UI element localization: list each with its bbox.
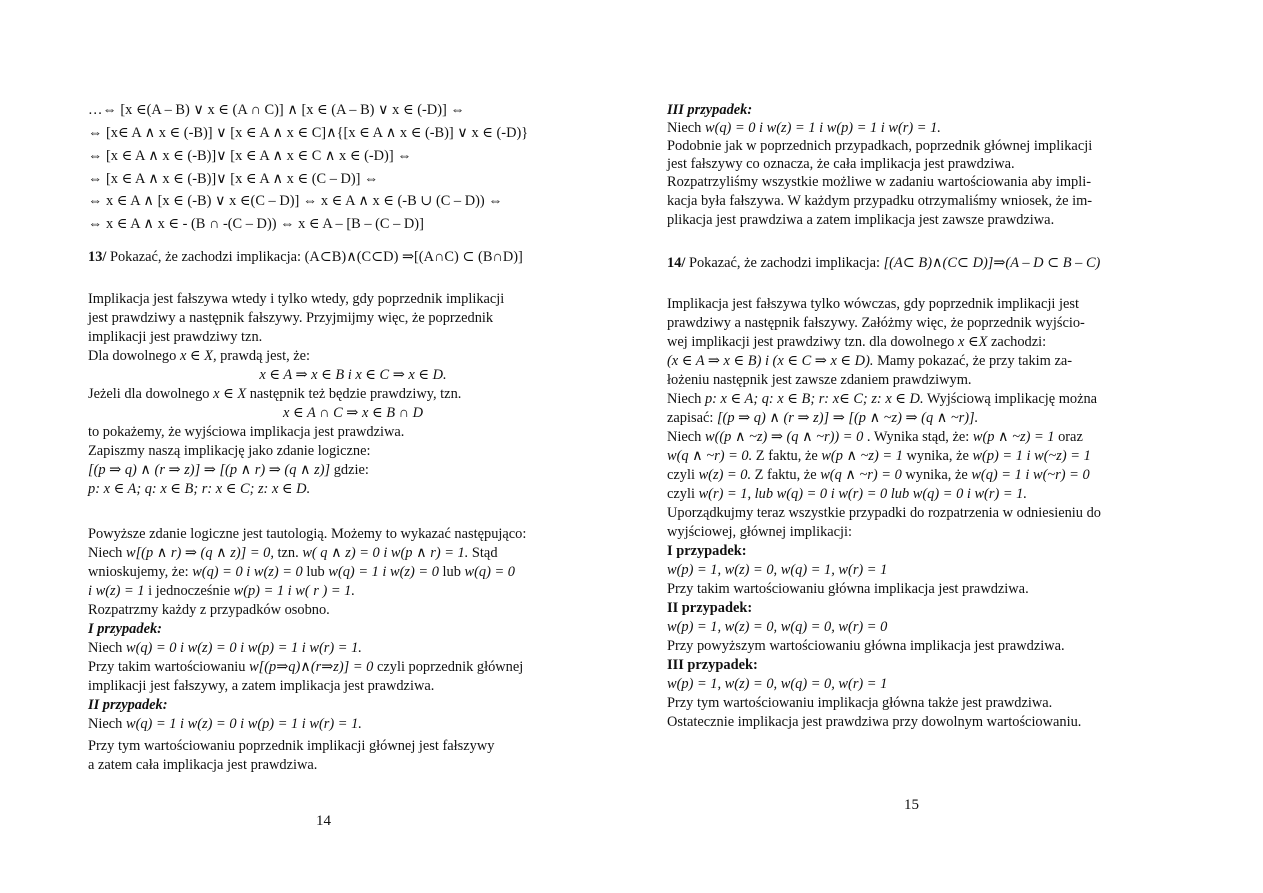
text-line: Przy takim wartościowaniu główna implikacja jest prawdziwa. (667, 581, 1029, 597)
formula: x ∈ A ⇒ x ∈ B i x ∈ C ⇒ x ∈ D. (259, 367, 447, 383)
formula: w(p) = 1 i w(~z) = 1 (972, 448, 1091, 464)
text-run: Niech (667, 429, 705, 445)
formula: w(p ∧ ~z) = 1 (821, 448, 903, 464)
formula-line: p: x ∈ A; q: x ∈ B; r: x ∈ C; z: x ∈ D. (88, 481, 311, 497)
text-line (88, 462, 369, 479)
text-run: Niech (88, 545, 126, 561)
formula: x ∈X (957, 334, 988, 350)
text-line (667, 120, 941, 137)
case-heading: II przypadek: (667, 600, 753, 616)
formula: x ∈ X, (179, 348, 217, 364)
text-run: wnioskujemy, że: (88, 564, 193, 580)
text-line (88, 564, 515, 581)
text-line: Implikacja jest fałszywa wtedy i tylko wtedy, gdy poprzednik implikacji (88, 291, 505, 307)
text-run: wej implikacji jest prawdziwy tzn. dla dowolnego (667, 334, 958, 350)
formula-line: w(p) = 1, w(z) = 0, w(q) = 0, w(r) = 1 (667, 676, 888, 692)
text-run: prawdą jest, że: (216, 348, 311, 364)
text-line: Przy tym wartościowaniu implikacja główna także jest prawdziwa. (667, 695, 1053, 711)
text-line: Zapiszmy naszą implikację jako zdanie logiczne: (88, 443, 371, 459)
formula: w(q) = 0 i w(z) = 1 i w(p) = 1 i w(r) = 1. (704, 120, 941, 136)
text-run: lub (438, 564, 465, 580)
formula: (x ∈ A ⇒ x ∈ B) i (x ∈ C ⇒ x ∈ D). (667, 353, 874, 369)
text-line (88, 659, 523, 676)
formula: [(p ⇒ q) ∧ (r ⇒ z)] ⇒ [(p ∧ r) ⇒ (q ∧ z)] (88, 462, 331, 478)
text-line: Uporządkujmy teraz wszystkie przypadki do rozpatrzenia w odniesieniu do (667, 505, 1101, 521)
text-run: Niech (667, 120, 705, 136)
case-heading: III przypadek: (667, 102, 753, 118)
text-line: łożeniu następnik jest zawsze zdaniem prawdziwym. (667, 372, 972, 388)
exercise-number: 13/ (88, 249, 107, 265)
text-run: Mamy pokazać, że przy takim za- (873, 353, 1073, 369)
text-run: Dla dowolnego (88, 348, 180, 364)
formula: x ∈ X (213, 386, 247, 402)
text-line: ⇔ [x ∈ A ∧ x ∈ (-B)]∨ [x ∈ A ∧ x ∈ C ∧ x ∈ (-D)] ⇔ (88, 148, 412, 164)
text-line (667, 448, 1091, 465)
text-line: Implikacja jest fałszywa tylko wówczas, gdy poprzednik implikacji jest (667, 296, 1080, 312)
text-line (667, 391, 1097, 408)
formula: w(q) = 1 i w(~r) = 0 (971, 467, 1090, 483)
formula-line (88, 367, 618, 384)
text-line: Podobnie jak w poprzednich przypadkach, poprzednik głównej implikacji (667, 138, 1093, 154)
formula: [(A⊂ B)∧(C⊂ D)]⇒(A – D ⊂ B – C) (883, 255, 1101, 271)
text-run: Z faktu, że (751, 467, 821, 483)
text-line: …⇔ [x ∈(A – B) ∨ x ∈ (A ∩ C)] ∧ [x ∈ (A – B) ∨ x ∈ (-D)] ⇔ (88, 102, 465, 118)
text-run: lub (302, 564, 329, 580)
text-line (667, 334, 1046, 351)
text-line: implikacji jest prawdziwy tzn. (88, 329, 263, 345)
case-heading: I przypadek: (88, 621, 162, 637)
text-line (667, 467, 1090, 484)
formula: w(q ∧ ~r) = 0. (667, 448, 753, 464)
text-line: Przy powyższym wartościowaniu główna implikacja jest prawdziwa. (667, 638, 1065, 654)
formula: w(q) = 1 i w(z) = 0 (328, 564, 439, 580)
text-line (88, 640, 362, 657)
formula-line: w(p) = 1, w(z) = 0, w(q) = 1, w(r) = 1 (667, 562, 888, 578)
text-run: wynika, że (902, 448, 973, 464)
formula: w(p ∧ ~z) = 1 (972, 429, 1055, 445)
text-run: Wyjściową implikację można (923, 391, 1098, 407)
right-page (667, 0, 1173, 893)
left-page (88, 0, 618, 893)
page-number: 15 (904, 797, 919, 813)
text-line (667, 429, 1083, 446)
formula: x ∈ A ∩ C ⇒ x ∈ B ∩ D (283, 405, 423, 421)
text-run: . Wynika stąd, że: (863, 429, 973, 445)
text-run: Przy takim wartościowaniu (88, 659, 250, 675)
text-line: wyjściowej, głównej implikacji: (667, 524, 853, 540)
text-run: czyli (667, 467, 699, 483)
formula: w(p) = 1 i w( r ) = 1. (233, 583, 355, 599)
text-line: plikacja jest prawdziwa a zatem implikacja jest zawsze prawdziwa. (667, 212, 1055, 228)
text-line (667, 410, 978, 427)
text-run: Niech (88, 716, 126, 732)
text-run: zachodzi: (987, 334, 1047, 350)
text-run: i jednocześnie (144, 583, 234, 599)
text-run: Jeżeli dla dowolnego (88, 386, 214, 402)
text-line: Rozpatrzyliśmy wszystkie możliwe w zadaniu wartościowania aby impli- (667, 174, 1092, 190)
text-line: a zatem cała implikacja jest prawdziwa. (88, 757, 318, 773)
text-run: Stąd (468, 545, 498, 561)
text-run: Niech (667, 391, 705, 407)
text-line (88, 716, 362, 733)
text-line: ⇔ x ∈ A ∧ x ∈ - (B ∩ -(C – D)) ⇔ x ∈ A – [B – (C – D)] (88, 216, 424, 232)
text-line: Powyższe zdanie logiczne jest tautologią. Możemy to wykazać następująco: (88, 526, 527, 542)
text-line: to pokażemy, że wyjściowa implikacja jest prawdziwa. (88, 424, 405, 440)
formula: w( q ∧ z) = 0 i w(p ∧ r) = 1. (302, 545, 469, 561)
formula: w(q) = 0 (464, 564, 515, 580)
text-line: jest prawdziwy a następnik fałszywy. Przyjmijmy więc, że poprzednik (88, 310, 494, 326)
exercise-statement: Pokazać, że zachodzi implikacja: (685, 255, 884, 271)
case-heading: II przypadek: (88, 697, 168, 713)
text-line (88, 545, 498, 562)
text-line: ⇔ [x∈ A ∧ x ∈ (-B)] ∨ [x ∈ A ∧ x ∈ C]∧{[x ∈ A ∧ x ∈ (-B)] ∨ x ∈ (-D)} (88, 125, 529, 141)
text-run: tzn. (273, 545, 303, 561)
exercise-13-heading (88, 249, 523, 266)
formula: w[(p⇒q)∧(r⇒z)] = 0 (249, 659, 374, 675)
text-run: czyli poprzednik głównej (373, 659, 524, 675)
formula: w(z) = 0. (698, 467, 752, 483)
text-run: Niech (88, 640, 126, 656)
text-line: Rozpatrzmy każdy z przypadków osobno. (88, 602, 330, 618)
case-heading: I przypadek: (667, 543, 747, 559)
text-line (88, 386, 461, 403)
formula: w(q ∧ ~r) = 0 (820, 467, 902, 483)
text-line: implikacji jest fałszywy, a zatem implikacja jest prawdziwa. (88, 678, 435, 694)
text-line: Przy tym wartościowaniu poprzednik implikacji głównej jest fałszywy (88, 738, 495, 754)
text-line: ⇔ [x ∈ A ∧ x ∈ (-B)]∨ [x ∈ A ∧ x ∈ (C – D)] ⇔ (88, 171, 379, 187)
exercise-14-heading (667, 255, 1100, 272)
text-line: ⇔ x ∈ A ∧ [x ∈ (-B) ∨ x ∈(C – D)] ⇔ x ∈ A ∧ x ∈ (-B ∪ (C – D)) ⇔ (88, 193, 503, 209)
text-line (667, 486, 1027, 503)
formula: w((p ∧ ~z) ⇒ (q ∧ ~r)) = 0 (704, 429, 864, 445)
formula-line (88, 405, 618, 422)
formula: w(q) = 0 i w(z) = 0 (192, 564, 303, 580)
text-run: gdzie: (330, 462, 369, 478)
text-line: Ostatecznie implikacja jest prawdziwa przy dowolnym wartościowaniu. (667, 714, 1082, 730)
text-run: zapisać: (667, 410, 717, 426)
text-line (88, 583, 355, 600)
text-line: prawdziwy a następnik fałszywy. Załóżmy więc, że poprzednik wyjścio- (667, 315, 1085, 331)
formula: [(p ⇒ q) ∧ (r ⇒ z)] ⇒ [(p ∧ ~z) ⇒ (q ∧ ~r)]. (716, 410, 979, 426)
formula: i w(z) = 1 (88, 583, 145, 599)
text-line: kacja była fałszywa. W każdym przypadku otrzymaliśmy wniosek, że im- (667, 193, 1093, 209)
formula: w(q) = 0 i w(z) = 0 i w(p) = 1 i w(r) = 1. (125, 640, 362, 656)
formula: w(q) = 1 i w(z) = 0 i w(p) = 1 i w(r) = 1. (125, 716, 362, 732)
formula: w(r) = 1, lub w(q) = 0 i w(r) = 0 lub w(q) = 0 i w(r) = 1. (698, 486, 1027, 502)
formula: p: x ∈ A; q: x ∈ B; r: x∈ C; z: x ∈ D. (704, 391, 924, 407)
exercise-number: 14/ (667, 255, 686, 271)
text-line: jest fałszywy co oznacza, że cała implikacja jest prawdziwa. (667, 156, 1015, 172)
text-line (88, 348, 310, 365)
case-heading: III przypadek: (667, 657, 758, 673)
text-run: oraz (1054, 429, 1083, 445)
formula-line: w(p) = 1, w(z) = 0, w(q) = 0, w(r) = 0 (667, 619, 888, 635)
text-run: następnik też będzie prawdziwy, tzn. (246, 386, 462, 402)
exercise-statement: Pokazać, że zachodzi implikacja: (A⊂B)∧(C⊂D) ⇒[(A∩C) ⊂ (B∩D)] (106, 249, 523, 265)
text-run: Z faktu, że (752, 448, 822, 464)
page-number: 14 (316, 813, 331, 829)
text-run: czyli (667, 486, 699, 502)
text-line (667, 353, 1072, 370)
text-run: wynika, że (901, 467, 972, 483)
formula: w[(p ∧ r) ⇒ (q ∧ z)] = 0, (125, 545, 274, 561)
